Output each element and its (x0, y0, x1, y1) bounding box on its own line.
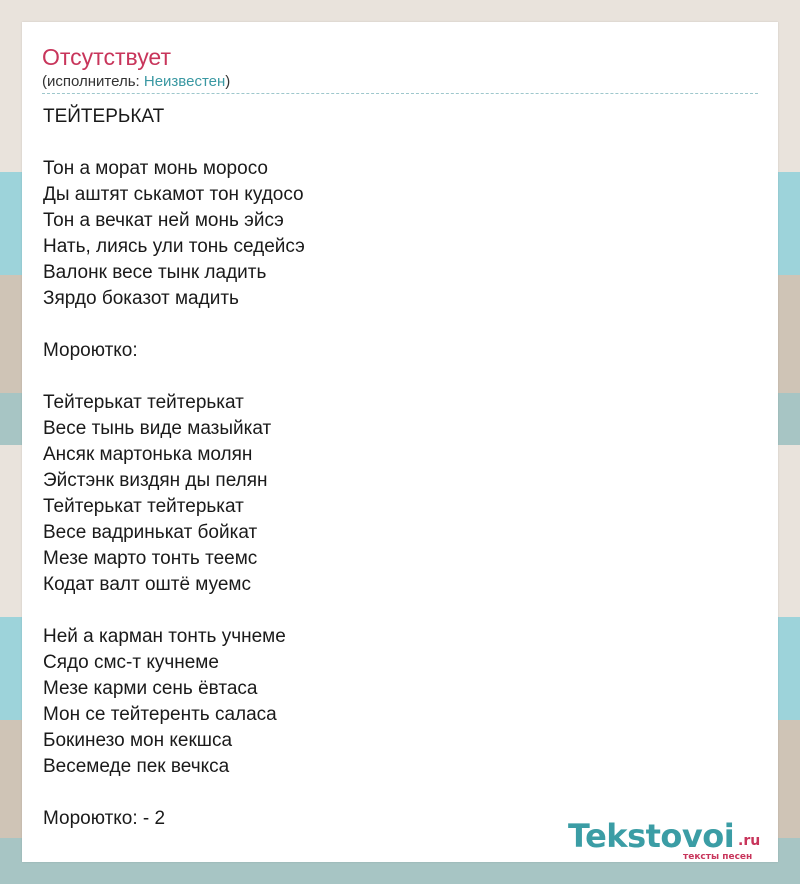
lyric-line: Ней а карман тонть учнеме (43, 626, 286, 647)
lyric-blank-line (43, 364, 305, 390)
lyric-line: Сядо смс-т кучнеме (43, 652, 219, 673)
divider (42, 93, 758, 94)
lyric-line: Весемеде пек вечкса (43, 756, 230, 777)
logo-tld: .ru (738, 833, 761, 849)
artist-link[interactable]: Неизвестен (143, 73, 226, 90)
lyric-blank-line (43, 598, 305, 624)
lyric-line: Эйстэнк виздян ды пелян (43, 470, 268, 491)
lyric-blank-line (43, 780, 305, 806)
site-logo[interactable] (568, 817, 778, 863)
lyrics-card (22, 22, 778, 862)
artist-line (42, 73, 230, 90)
song-title: Отсутствует (42, 44, 171, 70)
lyric-line: Тейтерькат тейтерькат (43, 496, 244, 517)
lyric-line: Мороютко: - 2 (43, 808, 166, 829)
lyric-line: Ды аштят ськамот тон кудосо (43, 184, 304, 205)
lyric-blank-line (43, 312, 305, 338)
lyric-line: Зярдо боказот мадить (43, 288, 239, 309)
logo-name: Tekstovoi (568, 817, 735, 855)
lyric-line: Весе вадринькат бойкат (43, 522, 258, 543)
lyric-line: Бокинезо мон кекшса (43, 730, 233, 751)
lyric-line: Мезе карми сень ёвтаса (43, 678, 258, 699)
lyric-line: Нать, лиясь ули тонь седейсэ (43, 236, 305, 257)
lyric-line: Мороютко: (43, 340, 138, 361)
lyric-line: Весе тынь виде мазыйкат (43, 418, 272, 439)
lyric-line: Тейтерькат тейтерькат (43, 392, 244, 413)
artist-suffix: ) (225, 73, 231, 90)
lyric-line: Валонк весе тынк ладить (43, 262, 267, 283)
artist-prefix: (исполнитель: (42, 73, 144, 90)
logo-tagline: тексты песен (683, 852, 753, 862)
lyric-line: Кодат валт оштё муемс (43, 574, 251, 595)
lyric-line: Тон а морат монь моросо (43, 158, 268, 179)
lyric-line: Тон а вечкат ней монь эйсэ (43, 210, 284, 231)
lyrics-text (43, 104, 305, 832)
lyric-line: Мезе марто тонть теемс (43, 548, 258, 569)
lyric-line: Ансяк мартонька молян (43, 444, 253, 465)
lyric-line: Мон се тейтеренть саласа (43, 704, 277, 725)
lyric-line: ТЕЙТЕРЬКАТ (43, 106, 165, 127)
lyric-blank-line (43, 130, 305, 156)
